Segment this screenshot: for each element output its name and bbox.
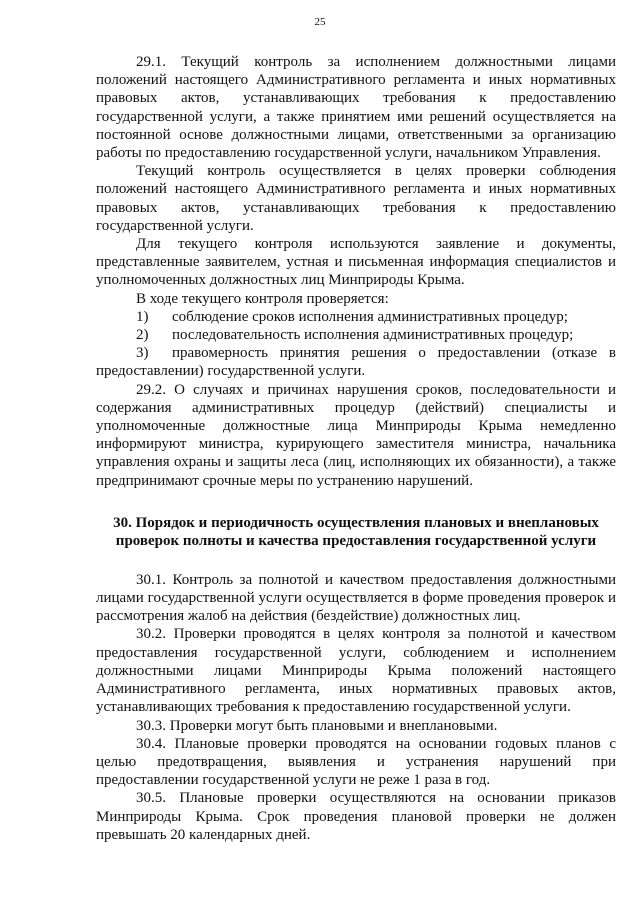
section-heading-30: 30. Порядок и периодичность осуществления плановых и внеплановых проверок полноты и качества предоставления государственной услуги — [113, 514, 599, 550]
paragraph-30-2: 30.2. Проверки проводятся в целях контроля за полнотой и качеством предоставления государственной услуги, соблюдением и исполнением должностными лицами Минприроды Крыма положений настоящего Административного регламента, иных нормативных правовых актов, устанавливающих требования к предоставлению государственной услуги. — [96, 626, 616, 716]
list-item — [96, 326, 616, 344]
paragraph-30-5: 30.5. Плановые проверки осуществляются на основании приказов Минприроды Крыма. Срок проведения плановой проверки не должен превышать 20 календарных дней. — [96, 790, 616, 843]
list-item-text: последовательность исполнения административных процедур; — [172, 327, 574, 344]
document-body — [96, 53, 616, 844]
page-number: 25 — [314, 16, 326, 28]
paragraph-30-3: 30.3. Проверки могут быть плановыми и внеплановыми. — [136, 717, 498, 734]
list-item — [96, 308, 616, 326]
list-item-number: 3) — [136, 345, 149, 362]
paragraph-30-4: 30.4. Плановые проверки проводятся на основании годовых планов с целью предотвращения, выявления и устранения нарушений при предоставлении государственной услуги не реже 1 раза в год. — [96, 735, 616, 789]
list-item — [96, 344, 616, 380]
list-item-number: 1) — [136, 308, 149, 325]
paragraph-29-1: 29.1. Текущий контроль за исполнением должностными лицами положений настоящего Административного регламента и иных нормативных правовых актов, устанавливающих требования к предоставлению государственной услуги, а также принятием ими решений осуществляется на постоянной основе должностными лицами, ответственными за организацию работы по предоставлению государственной услуги, начальником Управления. — [96, 54, 616, 162]
paragraph-29-2: 29.2. О случаях и причинах нарушения сроков, последовательности и содержания административных процедур (действий) специалисты и уполномоченные должностные лица Минприроды Крыма немедленно информируют министра, курирующего заместителя министра, начальника управления охраны и защиты леса (лиц, исполняющих их обязанности), а также предпринимают срочные меры по устранению нарушений. — [96, 381, 616, 489]
paragraph-30-1: 30.1. Контроль за полнотой и качеством предоставления должностными лицами государственной услуги осуществляется в форме проведения проверок и рассмотрения жалоб на действия (бездействие) должностных лиц. — [96, 571, 616, 625]
paragraph-control-purpose: Текущий контроль осуществляется в целях проверки соблюдения положений настоящего Административного регламента и иных нормативных правовых актов, устанавливающих требования к предоставлению государственной услуги. — [96, 163, 616, 234]
list-item-number: 2) — [136, 327, 149, 344]
paragraph-control-sources: Для текущего контроля используются заявление и документы, представленные заявителем, устная и письменная информация специалистов и уполномоченных должностных лиц Минприроды Крыма. — [96, 236, 616, 289]
paragraph-control-checks: В ходе текущего контроля проверяется: — [136, 290, 389, 307]
list-item-text: соблюдение сроков исполнения административных процедур; — [172, 308, 568, 325]
list-item-text: правомерность принятия решения о предоставлении (отказе в предоставлении) государственной услуги. — [96, 345, 616, 380]
